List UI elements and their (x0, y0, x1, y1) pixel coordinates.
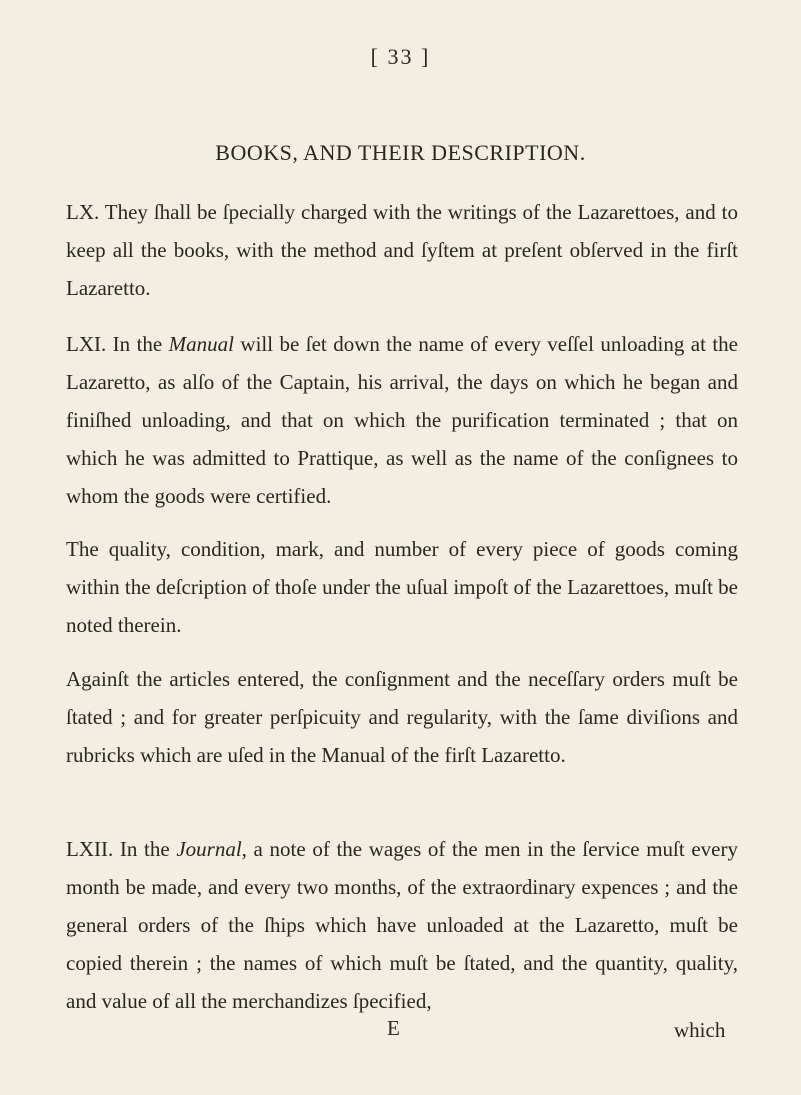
paragraph-lxi-body: will be ſet down the name of every veſſel unloading at the Lazaretto, as alſo of the Captain, his arrival, the days on which he began and finiſhed unloading, and that on which the purification terminated ; that on which he was admitted to Prattique, as well as the name of the conſignees to whom the goods were certified. (66, 332, 738, 508)
paragraph-lxii-body: , a note of the wages of the men in the ſervice muſt every month be made, and every two months, of the extraordinary expences ; and the general orders of the ſhips which have unloaded at the Lazaretto, muſt be copied therein ; the names of which muſt be ſtated, and the quantity, quality, and value of all the merchandizes ſpecified, (66, 837, 738, 1013)
paragraph-quality: The quality, condition, mark, and number of every piece of goods coming within the deſcription of thoſe under the uſual impoſt of the Lazarettoes, muſt be noted therein. (66, 537, 738, 637)
paragraph-lx: LX. They ſhall be ſpecially charged with the writings of the Lazarettoes, and to keep all the books, with the method and ſyſtem at preſent obſerved in the firſt Lazaretto. (66, 200, 738, 300)
manual-title: Manual (168, 332, 234, 356)
paragraph-lxi-lead: LXI. In the (66, 332, 169, 356)
section-heading: BOOKS, AND THEIR DESCRIPTION. (215, 140, 586, 165)
paragraph-lxii-lead: LXII. In the (66, 837, 177, 861)
page-number: [ 33 ] (370, 44, 431, 69)
paragraph-lxii (66, 830, 738, 1020)
catchword: which (674, 1018, 726, 1042)
journal-title: Journal (176, 837, 242, 861)
paragraph-against: Againſt the articles entered, the conſignment and the neceſſary orders muſt be ſtated ; and for greater perſpicuity and regularity, with the ſame diviſions and rubricks which are uſed in the Manual of the firſt Lazaretto. (66, 667, 738, 767)
paragraph-lxi (66, 325, 738, 515)
signature-mark: E (387, 1016, 400, 1040)
